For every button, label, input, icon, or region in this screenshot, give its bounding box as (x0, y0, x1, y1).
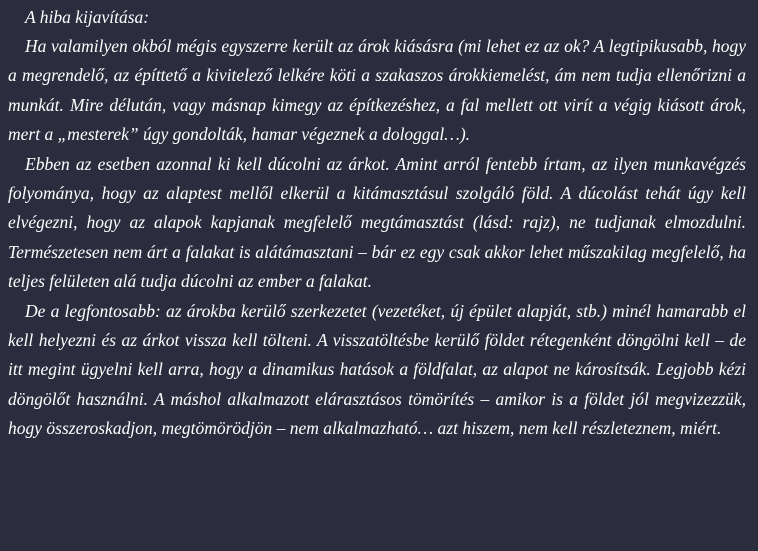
paragraph-cause: Ha valamilyen okból mégis egyszerre került az árok kiásásra (mi lehet ez az ok? A legtipikusabb, hogy a megrendelő, az építtető a kivitelező lelkére köti a szakaszos árokkiemelést, ám nem tudja ellenőrizni a munkát. Mire délután, vagy másnap kimegy az építkezéshez, a fal mellett ott virít a végig kiásott árok, mert a „mesterek” úgy gondolták, hamar végeznek a dologgal…). (8, 36, 746, 145)
paragraph-backfill: De a legfontosabb: az árokba kerülő szerkezetet (vezetéket, új épület alapját, stb.) minél hamarabb el kell helyezni és az árkot vissza kell tölteni. A visszatöltésbe kerülő földet rétegenként döngölni kell – de itt megint ügyelni kell arra, hogy a dinamikus hatások a földfalat, az alapot ne károsítsák. Legjobb kézi döngölőt használni. A máshol alkalmazott elárasztásos tömörítés – amikor is a földet jól megvizezzük, hogy összeroskadjon, megtömörödjön – nem alkalmazható… azt hiszem, nem kell részleteznem, miért. (8, 300, 746, 439)
paragraph-shoring: Ebben az esetben azonnal ki kell dúcolni az árkot. Amint arról fentebb írtam, az ilyen munkavégzés folyománya, hogy az alaptest mellől elkerül a kitámasztásul szolgáló föld. A dúcolást tehát úgy kell elvégezni, hogy az alapok kapjanak megfelelő megtámasztást (lásd: rajz), ne tudjanak elmozdulni. Természetesen nem árt a falakat is alátámasztani – bár ez egy csak akkor lehet műszakilag megfelelő, ha teljes felületen alá tudja dúcolni az ember a falakat. (8, 153, 746, 292)
section-heading: A hiba kijavítása: (25, 7, 150, 27)
